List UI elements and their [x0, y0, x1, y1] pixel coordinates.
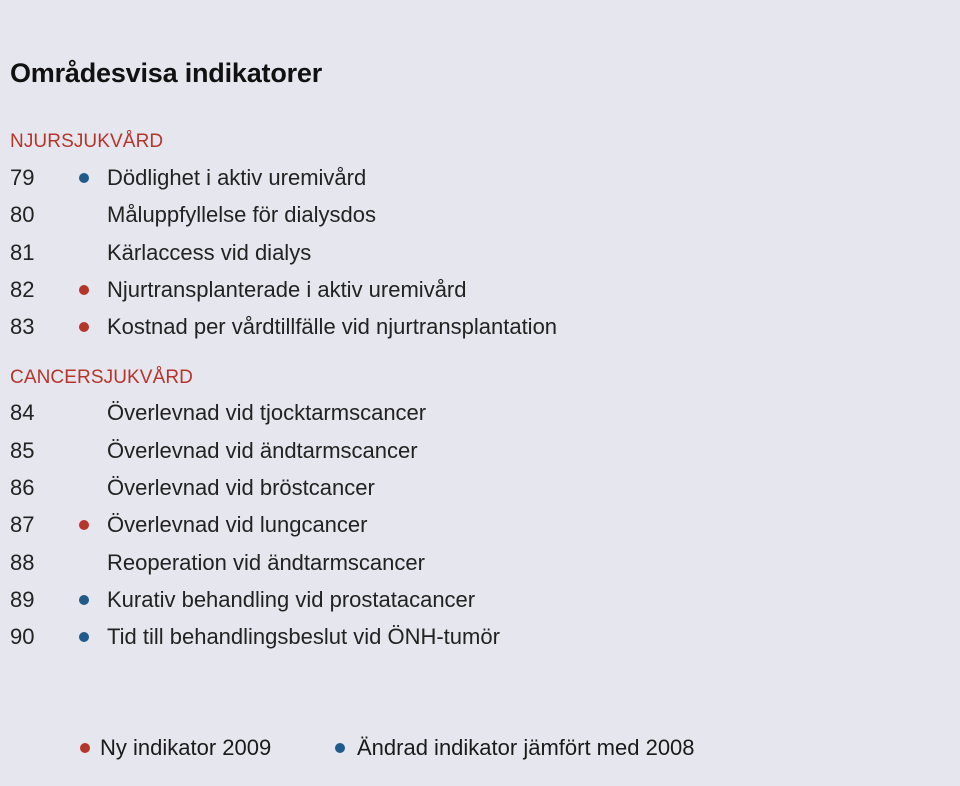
indicator-number: 79: [10, 165, 35, 190]
indicator-label: Överlevnad vid lungcancer: [107, 512, 368, 537]
indicator-number: 85: [10, 438, 35, 463]
indicator-number: 87: [10, 512, 35, 537]
changed-indicator-dot-icon: [79, 632, 89, 642]
new-indicator-dot-icon: [80, 743, 90, 753]
list-item: [0, 312, 900, 342]
changed-indicator-dot-icon: [335, 743, 345, 753]
new-indicator-dot-icon: [79, 322, 89, 332]
list-item: [0, 163, 900, 193]
indicator-number: 81: [10, 240, 35, 265]
list-item: [0, 473, 900, 503]
list-item: [0, 436, 900, 466]
indicator-label: Tid till behandlingsbeslut vid ÖNH-tumör: [107, 624, 500, 649]
indicator-number: 88: [10, 550, 35, 575]
legend: [0, 733, 960, 763]
indicator-label: Njurtransplanterade i aktiv uremivård: [107, 277, 467, 302]
indicator-number: 89: [10, 587, 35, 612]
indicator-label: Kärlaccess vid dialys: [107, 240, 312, 265]
list-item: [0, 548, 900, 578]
indicator-label: Måluppfyllelse för dialysdos: [107, 202, 377, 227]
indicator-number: 80: [10, 202, 35, 227]
indicator-label: Dödlighet i aktiv uremivård: [107, 165, 367, 190]
changed-indicator-dot-icon: [79, 173, 89, 183]
indicator-label: Kurativ behandling vid prostatacancer: [107, 587, 476, 612]
indicator-number: 84: [10, 400, 35, 425]
list-item: [0, 398, 900, 428]
list-item: [0, 585, 900, 615]
indicator-label: Kostnad per vårdtillfälle vid njurtransplantation: [107, 314, 558, 339]
list-item: [0, 510, 900, 540]
section-heading-njursjukvard: NJURSJUKVÅRD: [10, 131, 164, 152]
list-item: [0, 275, 900, 305]
indicator-label: Överlevnad vid bröstcancer: [107, 475, 375, 500]
list-item: [0, 238, 900, 268]
legend-changed-label: Ändrad indikator jämfört med 2008: [357, 735, 695, 760]
changed-indicator-dot-icon: [79, 595, 89, 605]
indicator-label: Överlevnad vid ändtarmscancer: [107, 438, 418, 463]
indicator-number: 86: [10, 475, 35, 500]
indicator-label: Överlevnad vid tjocktarmscancer: [107, 400, 427, 425]
legend-new-label: Ny indikator 2009: [100, 735, 272, 760]
indicator-number: 82: [10, 277, 35, 302]
new-indicator-dot-icon: [79, 520, 89, 530]
indicator-number: 90: [10, 624, 35, 649]
indicator-label: Reoperation vid ändtarmscancer: [107, 550, 425, 575]
list-item: [0, 622, 900, 652]
list-item: [0, 200, 900, 230]
new-indicator-dot-icon: [79, 285, 89, 295]
indicator-number: 83: [10, 314, 35, 339]
page-title: Områdesvisa indikatorer: [10, 58, 323, 88]
section-heading-cancersjukvard: CANCERSJUKVÅRD: [10, 367, 193, 388]
